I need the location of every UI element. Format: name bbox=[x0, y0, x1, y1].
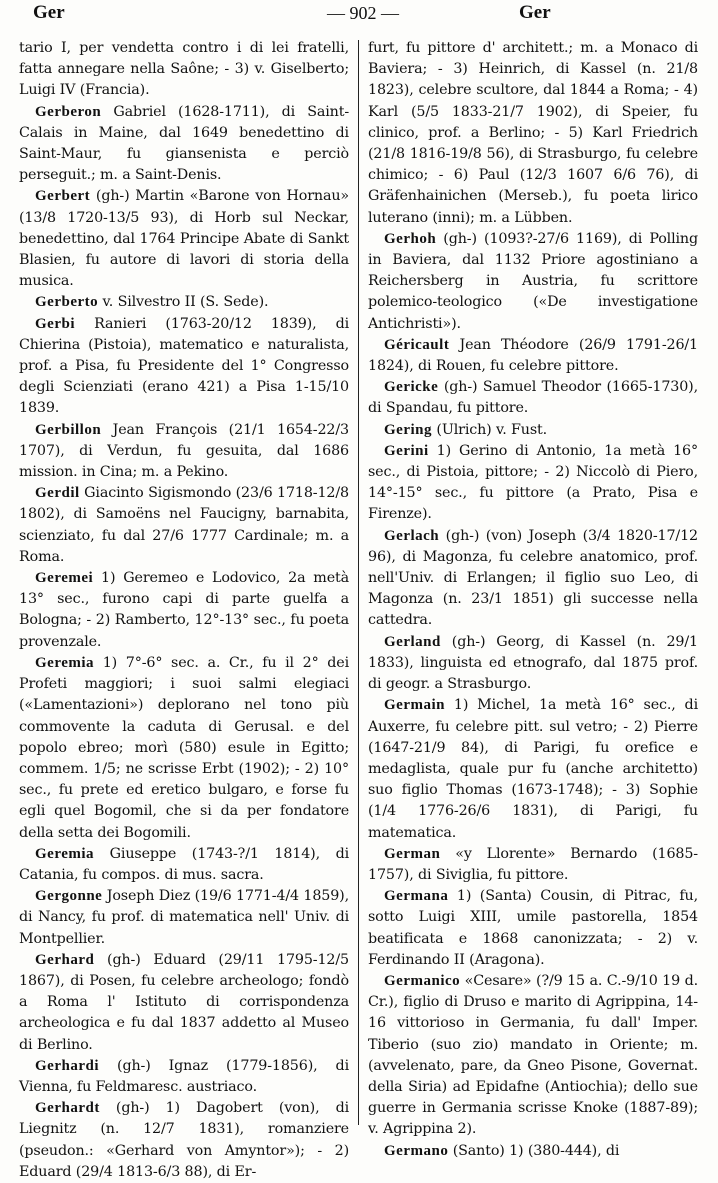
entry-text: Jean François (21/1 1654-22/3 1707), di Verdun, fu gesuita, dal 1686 mission. in Cina; m. a Pekino. bbox=[19, 421, 349, 481]
entry-headword: Geremia bbox=[35, 654, 95, 671]
entry-headword: Germanico bbox=[384, 972, 461, 989]
entry-headword: Gering bbox=[384, 421, 432, 438]
dictionary-entry bbox=[19, 844, 349, 886]
entry-text: Joseph Diez (19/6 1771-4/4 1859), di Nancy, fu prof. di matematica nell' Univ. di Montpellier. bbox=[19, 888, 349, 947]
dictionary-entry bbox=[368, 441, 698, 526]
entry-text: (Ulrich) v. Fust. bbox=[436, 421, 548, 438]
dictionary-entry bbox=[368, 971, 698, 1141]
entry-headword: Gerlach bbox=[384, 527, 440, 544]
entry-headword: Gerland bbox=[384, 633, 441, 650]
entry-text: «Cesare» (?/9 15 a. C.-9/10 19 d. Cr.), figlio di Druso e marito di Agrippina, 14-16 vittorioso in Germania, fu dall' Imper. Tiberio (suo zio) mandato in Oriente; m. (avvelenato, pare, da Gneo Pisone, Governat. della Siria) ad Epidafne (Antiochia); dello sue guerre in Germania scrisse Knoke (1887-89); v. Agrippina 2). bbox=[368, 972, 698, 1138]
entry-text: «y Llorente» Bernardo (1685-1757), di Siviglia, fu pittore. bbox=[368, 845, 698, 883]
entry-text: Giuseppe (1743-?/1 1814), di Catania, fu compos. di mus. sacra. bbox=[19, 845, 349, 883]
right-column bbox=[368, 38, 698, 1162]
entry-headword: Géricault bbox=[384, 336, 450, 353]
entry-headword: Gerbillon bbox=[35, 421, 102, 438]
entry-headword: Gerbert bbox=[35, 188, 91, 205]
dictionary-entry bbox=[19, 653, 349, 844]
entry-headword: Gerberon bbox=[35, 103, 102, 120]
dictionary-entry bbox=[368, 229, 698, 335]
dictionary-entry bbox=[368, 420, 698, 441]
entry-headword: Gerdil bbox=[35, 485, 80, 502]
entry-headword: Gergonne bbox=[35, 888, 103, 905]
dictionary-entry bbox=[19, 102, 349, 187]
entry-text: 1) Michel, 1a metà 16° sec., di Auxerre, fu celebre pitt. sul vetro; - 2) Pierre (1647-21/9 84), di Parigi, fu orefice e medaglista, quale pur fu (anche architetto) suo figlio Thomas (1673-1748); - 3) Sophie (1/4 1776-26/6 1831), di Parigi, fu matematica. bbox=[368, 697, 698, 841]
dictionary-entry bbox=[368, 1141, 698, 1162]
entry-text: 1) Gerino di Antonio, 1a metà 16° sec., di Pistoia, pittore; - 2) Niccolò di Piero, 14°-15° sec., fu pittore (a Prato, Pisa e Firenze). bbox=[368, 442, 698, 523]
entry-text: (Santo) 1) (380-444), di bbox=[452, 1142, 620, 1159]
entry-text: Jean Théodore (26/9 1791-26/1 1824), di Rouen, fu celebre pittore. bbox=[368, 336, 698, 375]
dictionary-entry bbox=[368, 38, 698, 229]
dictionary-entry bbox=[368, 886, 698, 971]
entry-headword: Gerhardi bbox=[35, 1057, 99, 1074]
entry-text: (gh-) Eduard (29/11 1795-12/5 1867), di Posen, fu celebre archeologo; fondò a Roma l' Istituto di corrispondenza archeologica e fu dal 1837 addetto al Museo di Berlino. bbox=[19, 951, 349, 1053]
entry-headword: Germana bbox=[384, 888, 449, 905]
entry-text: (gh-) (von) Joseph (3/4 1820-17/12 96), di Magonza, fu celebre anatomico, prof. nell'Univ. di Erlangen; il figlio suo Leo, di Magonza (n. 23/1 1851) gli successe nella cattedra. bbox=[368, 527, 698, 629]
entry-text: (gh-) Samuel Theodor (1665-1730), di Spandau, fu pittore. bbox=[368, 379, 698, 417]
dictionary-entry bbox=[19, 292, 349, 313]
entry-text: Ranieri (1763-20/12 1839), di Chierina (Pistoia), matematico e naturalista, prof. a Pisa, fu Presidente del 1° Congresso degli Scienziati (erano 421) a Pisa 1-15/10 1839. bbox=[19, 315, 349, 417]
dictionary-entry bbox=[19, 950, 349, 1056]
entry-text: (gh-) 1) Dagobert (von), di Liegnitz (n. 12/7 1831), romanziere (pseudon.: «Gerhard von Amyntor»); - 2) Eduard (29/4 1813-6/3 88), di Er- bbox=[19, 1100, 349, 1180]
entry-headword: Geremei bbox=[35, 570, 94, 587]
header-left-guideword: Ger bbox=[33, 2, 65, 23]
entry-headword: Gerberto bbox=[35, 294, 99, 311]
entry-text: (gh-) (1093?-27/6 1169), di Polling in Baviera, dal 1132 Priore agostiniano a Reichersberg in Austria, fu scrittore polemico-teologico («De investigatione Antichristi»). bbox=[368, 230, 698, 332]
entry-headword: Gerini bbox=[384, 442, 429, 459]
dictionary-entry bbox=[19, 1098, 349, 1183]
dictionary-entry bbox=[368, 526, 698, 632]
entry-text: (gh-) Ignaz (1779-1856), di Vienna, fu Feldmaresc. austriaco. bbox=[19, 1057, 349, 1095]
left-column bbox=[19, 38, 349, 1183]
dictionary-entry bbox=[19, 186, 349, 292]
header-right-guideword: Ger bbox=[519, 2, 551, 23]
dictionary-entry bbox=[19, 38, 349, 102]
entry-headword: Gerhoh bbox=[384, 230, 437, 247]
dictionary-entry bbox=[19, 483, 349, 568]
entry-text: furt, fu pittore d' architett.; m. a Monaco di Baviera; - 3) Heinrich, di Kassel (n. 21/8 1823), celebre scultore, dal 1844 a Roma; - 4) Karl (5/5 1833-21/7 1902), di Speier, fu clinico, prof. a Berlino; - 5) Karl Friedrich (21/8 1816-19/8 56), di Strasburgo, fu celebre chimico; - 6) Paul (12/3 1607 6/6 76), di Gräfenhainichen (Merseb.), fu poeta lirico luterano (inni); m. a Lübben. bbox=[368, 40, 698, 226]
entry-text: (gh-) Georg, di Kassel (n. 29/1 1833), linguista ed etnografo, dal 1875 prof. di geogr. a Strasburgo. bbox=[368, 633, 698, 693]
entry-text: tario I, per vendetta contro i di lei fratelli, fatta annegare nella Saône; - 3) v. Giselberto; Luigi IV (Francia). bbox=[19, 40, 349, 99]
entry-text: Giacinto Sigismondo (23/6 1718-12/8 1802), di Samoëns nel Faucigny, barnabita, scienziato, fu dal 27/6 1777 Cardinale; m. a Roma. bbox=[19, 485, 349, 565]
entry-text: v. Silvestro II (S. Sede). bbox=[102, 294, 269, 311]
dictionary-entry bbox=[19, 420, 349, 484]
page-number: — 902 — bbox=[327, 3, 399, 23]
dictionary-entry bbox=[19, 1056, 349, 1098]
page-header bbox=[0, 0, 718, 30]
dictionary-entry bbox=[19, 568, 349, 653]
entry-headword: Germain bbox=[384, 697, 445, 714]
dictionary-entry bbox=[19, 314, 349, 420]
dictionary-entry bbox=[368, 695, 698, 843]
entry-headword: German bbox=[384, 845, 441, 862]
dictionary-entry bbox=[368, 632, 698, 696]
entry-text: 1) Geremeo e Lodovico, 2a metà 13° sec., furono capi di parte guelfa a Bologna; - 2) Ramberto, 12°-13° sec., fu poeta provenzale. bbox=[19, 570, 349, 650]
entry-headword: Germano bbox=[384, 1142, 449, 1159]
entry-text: 1) (Santa) Cousin, di Pitrac, fu, sotto Luigi XIII, umile pastorella, 1854 beatificata e 1868 canonizzata; - 2) v. Ferdinando II (Aragona). bbox=[368, 888, 698, 968]
entry-text: 1) 7°-6° sec. a. Cr., fu il 2° dei Profeti maggiori; i suoi salmi elegiaci («Lamentazioni») deplorano nel tono più commovente la caduta di Gerusal. e del popolo ebreo; morì (580) esule in Egitto; commem. 1/5; ne scrisse Erbt (1902); - 2) 10° sec., fu prete ed eretico bulgaro, e forse fu egli quel Bogomil, che si da per fondatore della setta dei Bogomili. bbox=[19, 654, 349, 841]
dictionary-entry bbox=[368, 377, 698, 419]
entry-headword: Geremia bbox=[35, 845, 95, 862]
dictionary-entry bbox=[19, 886, 349, 950]
entry-headword: Gerhard bbox=[35, 951, 95, 968]
entry-headword: Gerbi bbox=[35, 315, 75, 332]
dictionary-entry bbox=[368, 844, 698, 886]
entry-headword: Gericke bbox=[384, 379, 439, 396]
entry-headword: Gerhardt bbox=[35, 1100, 100, 1117]
entry-text: (gh-) Martin «Barone von Hornau» (13/8 1720-13/5 93), di Horb sul Neckar, benedettino, dal 1764 Principe Abate di Sankt Blasien, fu autore di lavori di storia della musica. bbox=[19, 188, 349, 290]
dictionary-entry bbox=[368, 335, 698, 377]
entry-text: Gabriel (1628-1711), di Saint-Calais in Maine, dal 1649 benedettino di Saint-Maur, fu giansenista e perciò perseguit.; m. a Saint-Denis. bbox=[19, 103, 349, 184]
column-divider bbox=[358, 40, 359, 1125]
